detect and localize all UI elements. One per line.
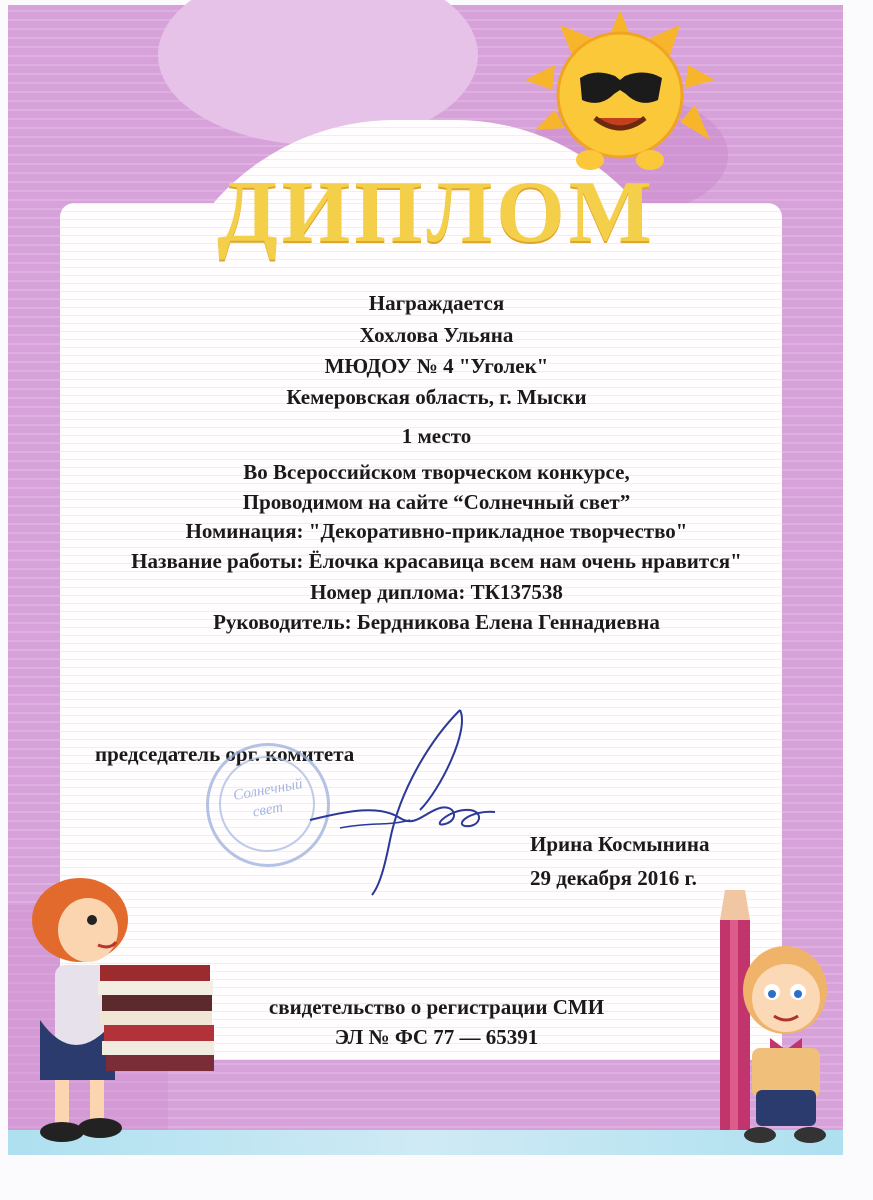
recipient-location: Кемеровская область, г. Мыски — [286, 385, 587, 409]
nomination: Номинация: "Декоративно-прикладное творчество" — [185, 519, 688, 543]
stamp-text-1: Солнечный — [232, 776, 304, 804]
recipient-name: Хохлова Ульяна — [359, 323, 514, 347]
signer-name: Ирина Космынина — [530, 832, 710, 856]
stamp-text-2: свет — [251, 799, 285, 821]
work-title: Название работы: Ёлочка красавица всем нам очень нравится" — [131, 549, 742, 573]
recipient-org: МЮДОУ № 4 "Уголек" — [324, 354, 549, 378]
registration-line-2: ЭЛ № ФС 77 — 65391 — [334, 1025, 539, 1049]
supervisor: Руководитель: Бердникова Елена Геннадиевна — [213, 610, 660, 634]
certificate-title: ДИПЛОМ — [217, 164, 656, 261]
awarded-label: Награждается — [368, 291, 505, 315]
registration-line-1: свидетельство о регистрации СМИ — [268, 995, 605, 1019]
diploma-number: Номер диплома: ТК137538 — [310, 580, 563, 604]
sun-mascot-icon — [520, 10, 720, 180]
girl-with-books-icon — [20, 870, 220, 1150]
signature-date: 29 декабря 2016 г. — [530, 866, 697, 890]
contest-line-2: Проводимом на сайте “Солнечный свет” — [242, 490, 631, 514]
handwritten-signature — [280, 700, 510, 900]
award-place: 1 место — [401, 424, 472, 448]
boy-with-pencil-icon — [690, 890, 840, 1150]
contest-line-1: Во Всероссийском творческом конкурсе, — [243, 460, 630, 484]
signature-role: председатель орг. комитета — [95, 742, 355, 766]
